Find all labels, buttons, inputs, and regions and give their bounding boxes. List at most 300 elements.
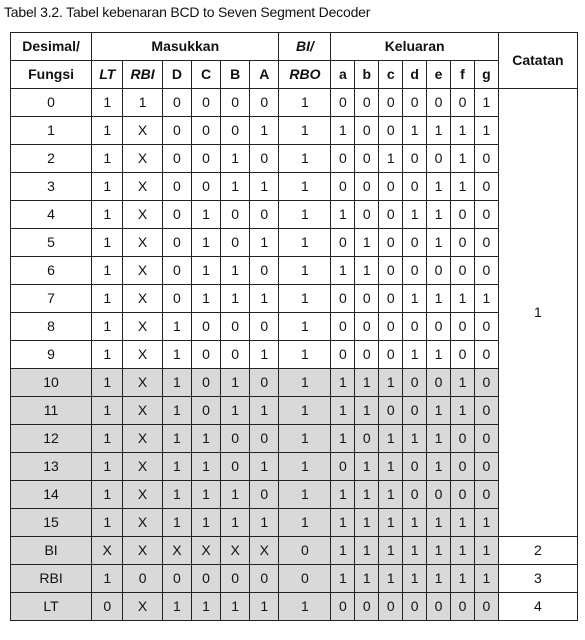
table-body [11,89,578,621]
cell-input-b: 1 [221,369,250,397]
cell-input-rbi: X [123,117,163,145]
header-input-c: C [191,61,220,89]
cell-function: 8 [11,313,92,341]
cell-input-b: 1 [221,397,250,425]
cell-output-e: 1 [427,285,451,313]
cell-output-c: 0 [379,89,403,117]
cell-input-d: X [162,537,191,565]
cell-input-c: 0 [191,341,220,369]
cell-function: 6 [11,257,92,285]
cell-input-rbi: X [123,537,163,565]
cell-input-a: 1 [250,173,279,201]
cell-input-lt: 1 [92,173,123,201]
cell-output-d: 0 [403,481,427,509]
cell-input-d: 1 [162,593,191,621]
cell-output-c: 0 [379,201,403,229]
cell-output-d: 0 [403,89,427,117]
cell-bi-rbo: 1 [279,341,331,369]
cell-output-b: 1 [355,397,379,425]
cell-input-a: X [250,537,279,565]
cell-function: 0 [11,89,92,117]
cell-output-f: 1 [451,117,475,145]
cell-output-e: 0 [427,369,451,397]
cell-output-c: 0 [379,313,403,341]
cell-bi-rbo: 1 [279,593,331,621]
cell-input-d: 0 [162,257,191,285]
table-row [11,509,578,537]
cell-output-c: 0 [379,341,403,369]
cell-output-d: 1 [403,537,427,565]
cell-function: BI [11,537,92,565]
cell-input-rbi: X [123,593,163,621]
cell-input-b: 1 [221,285,250,313]
cell-input-rbi: X [123,369,163,397]
cell-input-b: 0 [221,201,250,229]
cell-input-c: 1 [191,229,220,257]
cell-output-b: 0 [355,313,379,341]
cell-note: 4 [498,593,577,621]
cell-output-a: 0 [331,89,355,117]
cell-input-rbi: X [123,397,163,425]
cell-output-b: 0 [355,593,379,621]
cell-output-a: 0 [331,313,355,341]
cell-input-lt: 1 [92,257,123,285]
cell-output-g: 1 [474,285,498,313]
cell-input-b: 0 [221,341,250,369]
cell-input-a: 0 [250,565,279,593]
cell-input-lt: 1 [92,565,123,593]
cell-output-a: 0 [331,453,355,481]
cell-input-a: 0 [250,145,279,173]
cell-bi-rbo: 1 [279,117,331,145]
table-row [11,425,578,453]
cell-output-e: 0 [427,257,451,285]
cell-output-d: 0 [403,313,427,341]
cell-bi-rbo: 1 [279,313,331,341]
cell-bi-rbo: 0 [279,537,331,565]
cell-output-e: 1 [427,425,451,453]
cell-bi-rbo: 1 [279,229,331,257]
cell-input-d: 0 [162,145,191,173]
cell-input-b: 1 [221,509,250,537]
cell-input-lt: 1 [92,425,123,453]
cell-input-rbi: X [123,313,163,341]
cell-output-a: 1 [331,509,355,537]
cell-output-e: 1 [427,229,451,257]
cell-input-rbi: X [123,509,163,537]
cell-input-a: 0 [250,201,279,229]
cell-input-a: 0 [250,89,279,117]
cell-input-a: 1 [250,229,279,257]
cell-output-g: 0 [474,229,498,257]
header-input-b: B [221,61,250,89]
cell-output-g: 0 [474,201,498,229]
cell-input-a: 1 [250,397,279,425]
cell-bi-rbo: 1 [279,285,331,313]
header-fungsi: Fungsi [11,61,92,89]
cell-input-b: X [221,537,250,565]
cell-bi-rbo: 1 [279,257,331,285]
cell-output-d: 1 [403,509,427,537]
cell-output-d: 1 [403,341,427,369]
cell-function: 9 [11,341,92,369]
cell-input-lt: X [92,537,123,565]
cell-input-b: 0 [221,89,250,117]
cell-output-d: 1 [403,425,427,453]
cell-input-c: 1 [191,285,220,313]
cell-output-a: 0 [331,229,355,257]
cell-output-e: 1 [427,173,451,201]
cell-output-g: 1 [474,565,498,593]
cell-output-g: 0 [474,481,498,509]
cell-output-b: 1 [355,369,379,397]
cell-input-b: 1 [221,257,250,285]
cell-input-lt: 1 [92,313,123,341]
cell-input-a: 1 [250,285,279,313]
table-row [11,285,578,313]
cell-output-e: 1 [427,117,451,145]
table-row [11,397,578,425]
cell-input-lt: 1 [92,453,123,481]
cell-function: 7 [11,285,92,313]
cell-function: 14 [11,481,92,509]
cell-output-c: 0 [379,117,403,145]
cell-output-a: 0 [331,341,355,369]
cell-function: 13 [11,453,92,481]
header-output-g: g [474,61,498,89]
cell-output-a: 1 [331,369,355,397]
table-row [11,117,578,145]
cell-input-d: 0 [162,201,191,229]
cell-output-a: 0 [331,173,355,201]
cell-input-d: 0 [162,173,191,201]
cell-input-c: 0 [191,145,220,173]
cell-output-b: 1 [355,453,379,481]
cell-function: 10 [11,369,92,397]
cell-output-d: 0 [403,173,427,201]
cell-output-f: 1 [451,397,475,425]
cell-output-a: 1 [331,117,355,145]
cell-input-lt: 1 [92,509,123,537]
cell-output-c: 0 [379,593,403,621]
cell-output-f: 0 [451,201,475,229]
cell-function: 1 [11,117,92,145]
cell-output-a: 0 [331,285,355,313]
cell-function: 15 [11,509,92,537]
cell-function: 3 [11,173,92,201]
cell-output-f: 0 [451,341,475,369]
cell-output-d: 0 [403,145,427,173]
cell-output-b: 0 [355,285,379,313]
cell-note: 1 [498,89,577,537]
cell-output-c: 1 [379,369,403,397]
table-row [11,89,578,117]
cell-output-b: 1 [355,229,379,257]
cell-output-g: 0 [474,341,498,369]
cell-input-b: 0 [221,565,250,593]
cell-input-d: 1 [162,481,191,509]
cell-output-a: 1 [331,425,355,453]
header-output-b: b [355,61,379,89]
cell-output-b: 0 [355,425,379,453]
cell-output-c: 1 [379,537,403,565]
header-catatan: Catatan [498,33,577,89]
cell-input-rbi: X [123,285,163,313]
cell-function: 5 [11,229,92,257]
table-row [11,201,578,229]
table-row [11,537,578,565]
cell-output-e: 0 [427,89,451,117]
cell-bi-rbo: 0 [279,565,331,593]
cell-output-a: 1 [331,537,355,565]
cell-output-d: 0 [403,397,427,425]
table-row [11,369,578,397]
cell-input-c: 0 [191,173,220,201]
cell-output-g: 1 [474,117,498,145]
cell-input-b: 1 [221,173,250,201]
cell-input-d: 1 [162,369,191,397]
cell-output-d: 0 [403,257,427,285]
cell-input-d: 1 [162,313,191,341]
cell-input-c: 1 [191,509,220,537]
cell-output-a: 1 [331,201,355,229]
cell-output-c: 0 [379,229,403,257]
cell-output-b: 0 [355,341,379,369]
cell-output-d: 1 [403,285,427,313]
cell-bi-rbo: 1 [279,397,331,425]
cell-input-a: 0 [250,369,279,397]
cell-input-c: 0 [191,89,220,117]
cell-output-b: 0 [355,89,379,117]
cell-input-d: 0 [162,229,191,257]
cell-input-d: 0 [162,285,191,313]
header-input-lt: LT [92,61,123,89]
cell-input-c: 0 [191,117,220,145]
header-rbo: RBO [279,61,331,89]
cell-input-c: 0 [191,397,220,425]
cell-input-lt: 1 [92,285,123,313]
cell-input-c: 1 [191,481,220,509]
cell-output-a: 0 [331,145,355,173]
cell-output-c: 1 [379,425,403,453]
cell-input-d: 1 [162,509,191,537]
cell-input-b: 0 [221,425,250,453]
cell-input-b: 0 [221,117,250,145]
cell-input-lt: 1 [92,341,123,369]
cell-output-d: 0 [403,229,427,257]
cell-output-g: 0 [474,145,498,173]
cell-input-lt: 1 [92,481,123,509]
cell-output-g: 0 [474,369,498,397]
cell-input-c: 1 [191,453,220,481]
cell-output-c: 1 [379,509,403,537]
header-masukkan: Masukkan [92,33,279,61]
cell-input-c: 1 [191,257,220,285]
cell-output-b: 1 [355,257,379,285]
cell-output-b: 1 [355,509,379,537]
cell-input-lt: 1 [92,117,123,145]
header-output-e: e [427,61,451,89]
cell-input-b: 0 [221,313,250,341]
cell-input-b: 1 [221,145,250,173]
table-row [11,453,578,481]
cell-input-rbi: X [123,201,163,229]
header-keluaran: Keluaran [331,33,498,61]
cell-output-g: 0 [474,313,498,341]
cell-bi-rbo: 1 [279,89,331,117]
cell-output-d: 0 [403,369,427,397]
table-row [11,173,578,201]
cell-output-f: 0 [451,453,475,481]
cell-input-rbi: X [123,173,163,201]
cell-input-d: 1 [162,397,191,425]
cell-output-b: 1 [355,537,379,565]
header-bi: BI/ [279,33,331,61]
cell-output-f: 0 [451,425,475,453]
table-row [11,257,578,285]
cell-output-c: 1 [379,145,403,173]
cell-output-g: 0 [474,397,498,425]
cell-output-f: 1 [451,173,475,201]
cell-output-g: 0 [474,173,498,201]
cell-function: 11 [11,397,92,425]
cell-input-rbi: X [123,341,163,369]
header-output-f: f [451,61,475,89]
cell-output-b: 0 [355,145,379,173]
cell-input-lt: 1 [92,229,123,257]
cell-output-c: 1 [379,481,403,509]
cell-bi-rbo: 1 [279,453,331,481]
cell-output-d: 0 [403,593,427,621]
cell-input-a: 0 [250,313,279,341]
table-row [11,229,578,257]
header-output-c: c [379,61,403,89]
cell-input-c: 1 [191,201,220,229]
cell-input-a: 1 [250,341,279,369]
cell-input-a: 1 [250,453,279,481]
cell-function: 4 [11,201,92,229]
cell-input-rbi: X [123,145,163,173]
truth-table [10,32,578,621]
cell-input-lt: 0 [92,593,123,621]
cell-bi-rbo: 1 [279,481,331,509]
cell-output-d: 1 [403,201,427,229]
cell-note: 3 [498,565,577,593]
cell-output-c: 0 [379,173,403,201]
cell-input-rbi: 0 [123,565,163,593]
cell-output-d: 1 [403,117,427,145]
cell-input-d: 0 [162,89,191,117]
cell-input-a: 0 [250,257,279,285]
header-output-a: a [331,61,355,89]
cell-bi-rbo: 1 [279,509,331,537]
cell-input-b: 1 [221,593,250,621]
cell-input-c: 1 [191,593,220,621]
cell-output-b: 0 [355,117,379,145]
cell-function: LT [11,593,92,621]
cell-input-a: 1 [250,117,279,145]
cell-input-lt: 1 [92,369,123,397]
cell-output-f: 1 [451,369,475,397]
cell-output-f: 0 [451,313,475,341]
cell-input-b: 1 [221,481,250,509]
cell-input-a: 0 [250,481,279,509]
cell-output-e: 1 [427,509,451,537]
cell-output-c: 1 [379,453,403,481]
cell-output-e: 0 [427,593,451,621]
cell-input-d: 0 [162,565,191,593]
cell-output-g: 1 [474,509,498,537]
cell-output-d: 1 [403,565,427,593]
cell-output-f: 0 [451,481,475,509]
header-desimal: Desimal/ [11,33,92,61]
cell-input-d: 0 [162,117,191,145]
cell-output-a: 1 [331,397,355,425]
cell-output-e: 1 [427,341,451,369]
cell-output-g: 0 [474,453,498,481]
cell-input-c: 1 [191,425,220,453]
cell-output-f: 0 [451,89,475,117]
cell-input-lt: 1 [92,397,123,425]
cell-output-f: 0 [451,229,475,257]
cell-input-b: 0 [221,453,250,481]
cell-output-g: 0 [474,593,498,621]
cell-input-rbi: X [123,257,163,285]
cell-output-f: 1 [451,509,475,537]
cell-output-f: 0 [451,257,475,285]
cell-input-b: 0 [221,229,250,257]
cell-input-d: 1 [162,453,191,481]
table-row [11,481,578,509]
cell-input-c: 0 [191,369,220,397]
header-row-1 [11,33,578,61]
cell-output-f: 1 [451,285,475,313]
cell-input-d: 1 [162,425,191,453]
cell-output-g: 0 [474,425,498,453]
cell-input-a: 1 [250,509,279,537]
cell-function: 2 [11,145,92,173]
cell-output-c: 0 [379,257,403,285]
cell-input-d: 1 [162,341,191,369]
cell-output-g: 1 [474,89,498,117]
cell-output-e: 1 [427,537,451,565]
cell-output-f: 1 [451,537,475,565]
cell-input-a: 1 [250,593,279,621]
cell-output-f: 0 [451,593,475,621]
header-input-rbi: RBI [123,61,163,89]
cell-function: RBI [11,565,92,593]
cell-output-g: 1 [474,537,498,565]
table-caption: Tabel 3.2. Tabel kebenaran BCD to Seven Segment Decoder [4,4,371,20]
cell-input-rbi: X [123,481,163,509]
cell-output-d: 0 [403,453,427,481]
cell-output-e: 0 [427,481,451,509]
cell-note: 2 [498,537,577,565]
cell-output-g: 0 [474,257,498,285]
cell-bi-rbo: 1 [279,425,331,453]
cell-function: 12 [11,425,92,453]
cell-output-a: 1 [331,565,355,593]
header-input-a: A [250,61,279,89]
header-output-d: d [403,61,427,89]
cell-output-a: 1 [331,257,355,285]
table-row [11,341,578,369]
cell-output-f: 1 [451,565,475,593]
cell-output-a: 0 [331,593,355,621]
cell-output-e: 1 [427,453,451,481]
cell-input-rbi: X [123,453,163,481]
cell-output-e: 0 [427,313,451,341]
